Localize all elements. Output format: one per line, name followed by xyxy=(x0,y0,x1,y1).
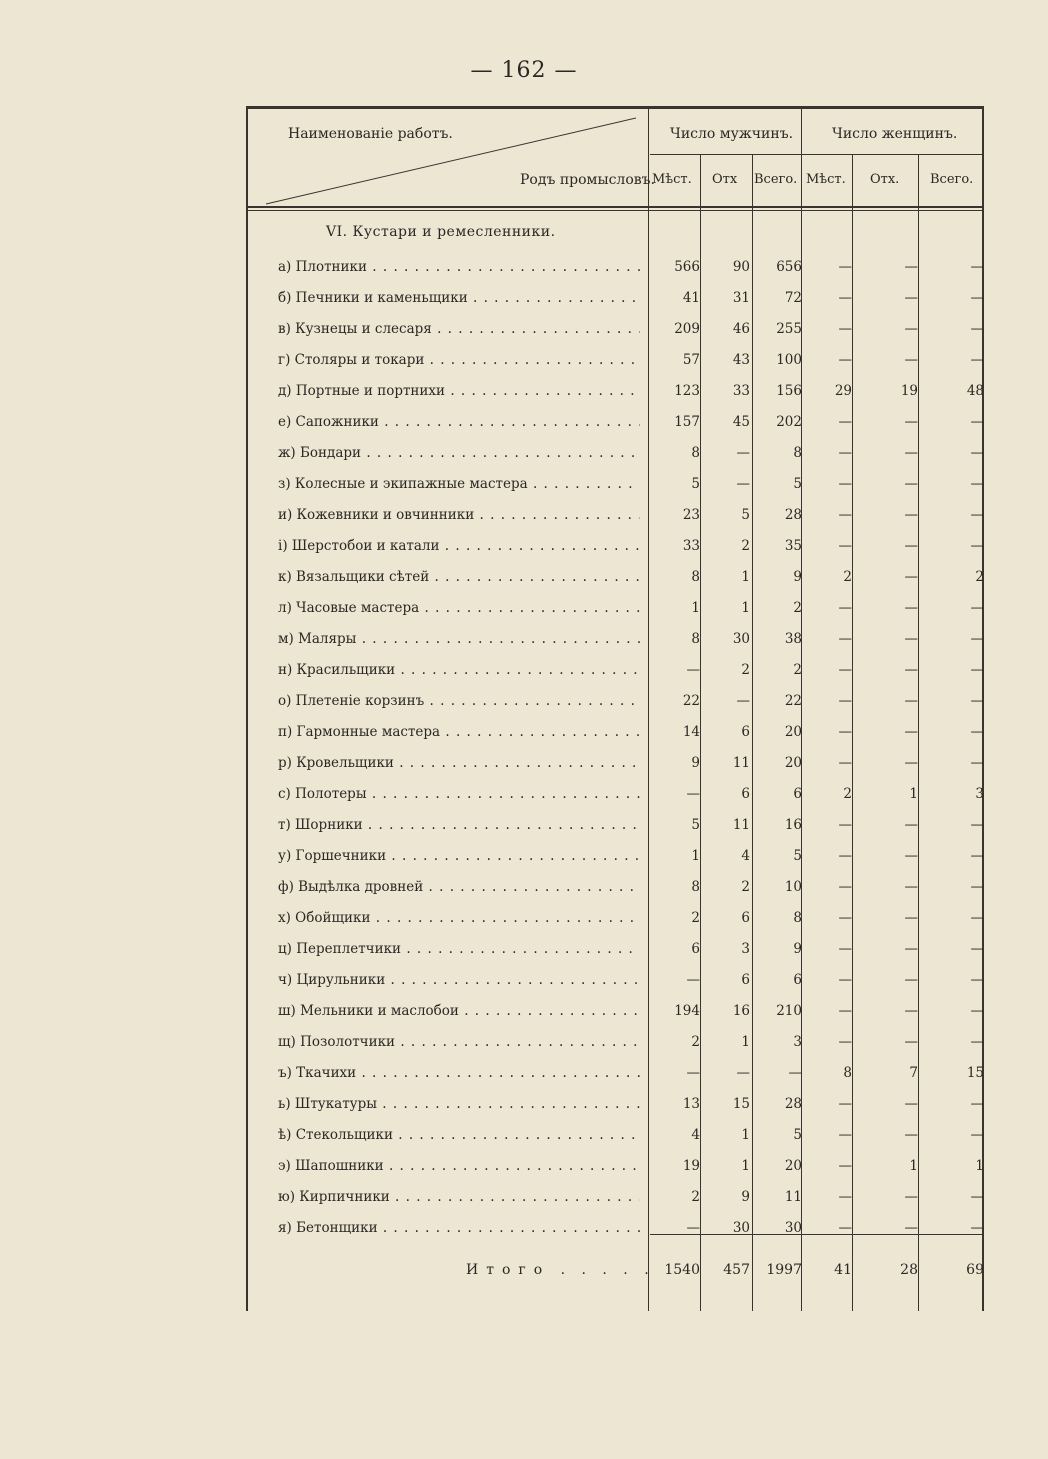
row-label: у) Горшечники . . . xyxy=(278,848,640,864)
header-women-away: Отх. xyxy=(870,172,900,187)
cell-women-away: — xyxy=(904,569,918,585)
table-row xyxy=(246,687,984,717)
table-row xyxy=(246,1090,984,1120)
cell-men-local: 33 xyxy=(682,538,700,554)
cell-men-local: 8 xyxy=(691,879,700,895)
table-row xyxy=(246,284,984,314)
cell-women-total: — xyxy=(970,1127,984,1143)
table-row xyxy=(246,904,984,934)
cell-men-local: — xyxy=(686,1065,700,1081)
cell-women-away: — xyxy=(904,321,918,337)
row-label: в) Кузнецы и слесаря . . . xyxy=(278,321,640,337)
section-title: VI. Кустари и ремесленники. xyxy=(326,224,556,240)
cell-men-total: 100 xyxy=(776,352,802,368)
cell-women-away: — xyxy=(904,1127,918,1143)
row-label: с) Полотеры . . . xyxy=(278,786,640,802)
cell-men-local: 23 xyxy=(682,507,700,523)
header-trade-kind: Родъ промысловъ. xyxy=(520,172,655,188)
cell-men-away: 2 xyxy=(741,662,750,678)
cell-men-away: 2 xyxy=(741,538,750,554)
cell-women-local: — xyxy=(838,290,852,306)
cell-women-local: — xyxy=(838,631,852,647)
cell-men-away: 1 xyxy=(741,600,750,616)
cell-women-away: — xyxy=(904,879,918,895)
cell-men-away: 33 xyxy=(732,383,750,399)
header-men-total: Всего. xyxy=(754,172,798,187)
cell-women-total: 3 xyxy=(975,786,984,802)
cell-women-total: — xyxy=(970,1003,984,1019)
cell-men-total: 20 xyxy=(784,755,802,771)
cell-women-away: — xyxy=(904,972,918,988)
cell-women-away: — xyxy=(904,1220,918,1236)
cell-women-total: 2 xyxy=(975,569,984,585)
cell-men-away: — xyxy=(736,693,750,709)
cell-men-away: 46 xyxy=(732,321,750,337)
cell-women-local: — xyxy=(838,910,852,926)
table-row xyxy=(246,1214,984,1244)
cell-men-total: 28 xyxy=(784,507,802,523)
cell-men-total: — xyxy=(788,1065,802,1081)
cell-women-total: — xyxy=(970,1189,984,1205)
cell-women-away: — xyxy=(904,848,918,864)
cell-women-total: — xyxy=(970,445,984,461)
cell-women-total: — xyxy=(970,879,984,895)
cell-men-local: 57 xyxy=(682,352,700,368)
cell-women-local: — xyxy=(838,1003,852,1019)
table-row xyxy=(246,563,984,593)
cell-women-total: — xyxy=(970,662,984,678)
cell-men-local: 13 xyxy=(682,1096,700,1112)
cell-men-local: 123 xyxy=(674,383,700,399)
table-row xyxy=(246,656,984,686)
cell-women-total: — xyxy=(970,1096,984,1112)
cell-men-total: 30 xyxy=(784,1220,802,1236)
cell-women-local: 2 xyxy=(843,569,852,585)
table-row xyxy=(246,966,984,996)
header-bottom-rule xyxy=(246,206,984,208)
cell-men-total: 156 xyxy=(776,383,802,399)
cell-men-away: 43 xyxy=(732,352,750,368)
cell-women-local: — xyxy=(838,476,852,492)
cell-women-away: — xyxy=(904,662,918,678)
cell-women-away: 1 xyxy=(909,1158,918,1174)
cell-men-total: 5 xyxy=(793,848,802,864)
cell-women-local: — xyxy=(838,600,852,616)
table-row xyxy=(246,718,984,748)
cell-men-away: 16 xyxy=(732,1003,750,1019)
cell-men-local: 14 xyxy=(682,724,700,740)
cell-women-local: — xyxy=(838,755,852,771)
row-label: ч) Цирульники . . . xyxy=(278,972,640,988)
cell-men-total: 11 xyxy=(784,1189,802,1205)
table-row xyxy=(246,873,984,903)
cell-women-local: — xyxy=(838,1158,852,1174)
row-label: м) Маляры . . . xyxy=(278,631,640,647)
row-label: п) Гармонные мастера . . . xyxy=(278,724,640,740)
cell-men-total: 16 xyxy=(784,817,802,833)
row-label: і) Шерстобои и катали . . . xyxy=(278,538,640,554)
cell-men-local: 19 xyxy=(682,1158,700,1174)
row-label: е) Сапожники . . . xyxy=(278,414,640,430)
cell-men-away: 1 xyxy=(741,569,750,585)
cell-women-total: — xyxy=(970,259,984,275)
table-row xyxy=(246,1152,984,1182)
cell-women-local: — xyxy=(838,352,852,368)
cell-women-total: — xyxy=(970,631,984,647)
table-row xyxy=(246,842,984,872)
cell-men-total: 2 xyxy=(793,600,802,616)
cell-men-away: 1 xyxy=(741,1158,750,1174)
cell-men-local: 6 xyxy=(691,941,700,957)
cell-women-local: — xyxy=(838,662,852,678)
cell-women-away: — xyxy=(904,445,918,461)
row-label: ю) Кирпичники . . . xyxy=(278,1189,640,1205)
cell-women-local: — xyxy=(838,817,852,833)
cell-women-total: — xyxy=(970,507,984,523)
cell-women-total: 1 xyxy=(975,1158,984,1174)
cell-women-away: 19 xyxy=(900,383,918,399)
row-label: э) Шапошники . . . xyxy=(278,1158,640,1174)
header-men-local: Мѣст. xyxy=(652,172,692,187)
row-label: щ) Позолотчики . . . xyxy=(278,1034,640,1050)
cell-men-local: 194 xyxy=(674,1003,700,1019)
cell-women-away: — xyxy=(904,1096,918,1112)
cell-men-away: 6 xyxy=(741,972,750,988)
cell-men-total: 3 xyxy=(793,1034,802,1050)
cell-men-total: 20 xyxy=(784,1158,802,1174)
cell-men-local: 157 xyxy=(674,414,700,430)
cell-women-away: 1 xyxy=(909,786,918,802)
cell-women-total: 15 xyxy=(966,1065,984,1081)
cell-men-away: 6 xyxy=(741,786,750,802)
row-label: р) Кровельщики . . . xyxy=(278,755,640,771)
cell-women-local: — xyxy=(838,1034,852,1050)
cell-women-away: — xyxy=(904,414,918,430)
cell-women-total: — xyxy=(970,600,984,616)
cell-women-total: — xyxy=(970,538,984,554)
row-label: б) Печники и каменьщики . . . xyxy=(278,290,640,306)
cell-women-total: 48 xyxy=(966,383,984,399)
row-label: и) Кожевники и овчинники . . . xyxy=(278,507,640,523)
cell-men-local: 41 xyxy=(682,290,700,306)
cell-men-local: 22 xyxy=(682,693,700,709)
cell-men-away: 11 xyxy=(732,755,750,771)
cell-women-total: — xyxy=(970,476,984,492)
cell-women-local: — xyxy=(838,1220,852,1236)
cell-men-total: 210 xyxy=(776,1003,802,1019)
row-label: т) Шорники . . . xyxy=(278,817,640,833)
header-women-total: Всего. xyxy=(930,172,974,187)
cell-women-local: — xyxy=(838,724,852,740)
table-row xyxy=(246,997,984,1027)
table-row xyxy=(246,532,984,562)
cell-men-total: 72 xyxy=(784,290,802,306)
cell-men-away: 4 xyxy=(741,848,750,864)
cell-women-away: — xyxy=(904,755,918,771)
table-row xyxy=(246,1059,984,1089)
cell-women-away: — xyxy=(904,631,918,647)
cell-women-local: — xyxy=(838,1189,852,1205)
cell-women-total: — xyxy=(970,910,984,926)
cell-men-away: — xyxy=(736,476,750,492)
cell-men-total: 35 xyxy=(784,538,802,554)
row-label: н) Красильщики . . . xyxy=(278,662,640,678)
header-men-away: Отх xyxy=(712,172,738,187)
cell-women-total: — xyxy=(970,1034,984,1050)
table-row xyxy=(246,470,984,500)
row-label: я) Бетонщики . . . xyxy=(278,1220,640,1236)
cell-women-away: — xyxy=(904,476,918,492)
cell-men-total: 8 xyxy=(793,910,802,926)
cell-men-away: 31 xyxy=(732,290,750,306)
cell-men-away: 1 xyxy=(741,1034,750,1050)
header-bottom-rule-2 xyxy=(246,210,984,211)
cell-men-total: 9 xyxy=(793,941,802,957)
cell-women-local: — xyxy=(838,972,852,988)
total-women-local: 41 xyxy=(834,1262,852,1278)
cell-women-total: — xyxy=(970,848,984,864)
cell-women-away: — xyxy=(904,507,918,523)
table-row xyxy=(246,501,984,531)
cell-men-away: 6 xyxy=(741,910,750,926)
cell-women-local: 8 xyxy=(843,1065,852,1081)
cell-men-local: 2 xyxy=(691,1189,700,1205)
cell-men-away: 90 xyxy=(732,259,750,275)
cell-women-away: — xyxy=(904,290,918,306)
cell-men-away: — xyxy=(736,1065,750,1081)
row-label: з) Колесные и экипажные мастера . . . xyxy=(278,476,640,492)
cell-men-local: 8 xyxy=(691,445,700,461)
cell-women-local: — xyxy=(838,1127,852,1143)
table-row xyxy=(246,935,984,965)
row-label: ш) Мельники и маслобои . . . xyxy=(278,1003,640,1019)
cell-women-total: — xyxy=(970,972,984,988)
cell-men-total: 20 xyxy=(784,724,802,740)
cell-men-total: 6 xyxy=(793,786,802,802)
total-men-total: 1997 xyxy=(766,1262,802,1278)
cell-women-local: — xyxy=(838,414,852,430)
cell-men-total: 22 xyxy=(784,693,802,709)
cell-men-total: 202 xyxy=(776,414,802,430)
cell-men-away: 30 xyxy=(732,631,750,647)
cell-men-total: 5 xyxy=(793,476,802,492)
header-works-name: Наименованіе работъ. xyxy=(288,126,453,142)
cell-women-away: — xyxy=(904,910,918,926)
cell-men-away: 5 xyxy=(741,507,750,523)
cell-men-away: 45 xyxy=(732,414,750,430)
cell-women-local: — xyxy=(838,259,852,275)
cell-men-local: 8 xyxy=(691,631,700,647)
row-label: ь) Штукатуры . . . xyxy=(278,1096,640,1112)
cell-women-total: — xyxy=(970,724,984,740)
row-label: ц) Переплетчики . . . xyxy=(278,941,640,957)
cell-men-away: 2 xyxy=(741,879,750,895)
table-row xyxy=(246,253,984,283)
cell-men-away: 6 xyxy=(741,724,750,740)
cell-men-away: 9 xyxy=(741,1189,750,1205)
cell-men-total: 8 xyxy=(793,445,802,461)
cell-men-total: 255 xyxy=(776,321,802,337)
table-row xyxy=(246,749,984,779)
cell-men-total: 2 xyxy=(793,662,802,678)
header-women: Число женщинъ. xyxy=(832,126,958,142)
cell-women-away: — xyxy=(904,1189,918,1205)
cell-men-total: 28 xyxy=(784,1096,802,1112)
table-row xyxy=(246,1028,984,1058)
cell-men-total: 656 xyxy=(776,259,802,275)
cell-women-away: — xyxy=(904,259,918,275)
row-label: ѣ) Стекольщики . . . xyxy=(278,1127,640,1143)
total-women-away: 28 xyxy=(900,1262,918,1278)
table-row xyxy=(246,377,984,407)
page-number: — 162 — xyxy=(470,58,578,83)
row-label: к) Вязальщики сѣтей . . . xyxy=(278,569,640,585)
total-label: Итого . . . xyxy=(466,1262,655,1278)
cell-women-away: — xyxy=(904,1003,918,1019)
cell-women-total: — xyxy=(970,352,984,368)
cell-men-total: 10 xyxy=(784,879,802,895)
cell-women-local: 2 xyxy=(843,786,852,802)
total-men-local: 1540 xyxy=(664,1262,700,1278)
cell-men-local: — xyxy=(686,662,700,678)
cell-women-away: — xyxy=(904,538,918,554)
table-row xyxy=(246,408,984,438)
cell-men-local: 1 xyxy=(691,848,700,864)
cell-women-away: — xyxy=(904,600,918,616)
table-row xyxy=(246,811,984,841)
cell-women-away: — xyxy=(904,1034,918,1050)
cell-men-local: 5 xyxy=(691,817,700,833)
table-row xyxy=(246,315,984,345)
cell-women-total: — xyxy=(970,414,984,430)
row-label: л) Часовые мастера . . . xyxy=(278,600,640,616)
header-diagonal xyxy=(246,106,650,206)
cell-women-local: — xyxy=(838,693,852,709)
cell-women-local: — xyxy=(838,848,852,864)
row-label: х) Обойщики . . . xyxy=(278,910,640,926)
cell-men-local: 9 xyxy=(691,755,700,771)
cell-women-local: — xyxy=(838,1096,852,1112)
table-row xyxy=(246,346,984,376)
cell-women-local: 29 xyxy=(834,383,852,399)
cell-women-away: — xyxy=(904,724,918,740)
cell-women-away: 7 xyxy=(909,1065,918,1081)
table-row xyxy=(246,780,984,810)
cell-women-total: — xyxy=(970,290,984,306)
row-label: ф) Выдѣлка дровней . . . xyxy=(278,879,640,895)
total-men-away: 457 xyxy=(723,1262,750,1278)
row-label: ж) Бондари . . . xyxy=(278,445,640,461)
cell-women-away: — xyxy=(904,941,918,957)
cell-women-local: — xyxy=(838,507,852,523)
cell-women-local: — xyxy=(838,941,852,957)
cell-women-total: — xyxy=(970,693,984,709)
cell-men-local: 1 xyxy=(691,600,700,616)
cell-men-local: 8 xyxy=(691,569,700,585)
row-label: а) Плотники . . . xyxy=(278,259,640,275)
cell-men-local: — xyxy=(686,1220,700,1236)
cell-men-local: 2 xyxy=(691,910,700,926)
cell-men-local: 2 xyxy=(691,1034,700,1050)
cell-men-away: 11 xyxy=(732,817,750,833)
table-row xyxy=(246,439,984,469)
cell-men-total: 38 xyxy=(784,631,802,647)
cell-men-local: 4 xyxy=(691,1127,700,1143)
table-row xyxy=(246,625,984,655)
statistics-table xyxy=(246,106,984,1311)
total-women-total: 69 xyxy=(966,1262,984,1278)
cell-men-local: 5 xyxy=(691,476,700,492)
cell-women-total: — xyxy=(970,941,984,957)
row-label: ъ) Ткачихи . . . xyxy=(278,1065,640,1081)
cell-men-local: 209 xyxy=(674,321,700,337)
cell-men-away: 15 xyxy=(732,1096,750,1112)
cell-men-away: — xyxy=(736,445,750,461)
cell-women-total: — xyxy=(970,321,984,337)
cell-women-local: — xyxy=(838,321,852,337)
cell-men-local: 566 xyxy=(674,259,700,275)
cell-men-total: 6 xyxy=(793,972,802,988)
cell-women-local: — xyxy=(838,879,852,895)
header-men: Число мужчинъ. xyxy=(670,126,794,142)
cell-women-total: — xyxy=(970,755,984,771)
cell-women-local: — xyxy=(838,445,852,461)
cell-men-away: 1 xyxy=(741,1127,750,1143)
header-women-local: Мѣст. xyxy=(806,172,846,187)
row-label: о) Плетеніе корзинъ . . . xyxy=(278,693,640,709)
cell-men-away: 3 xyxy=(741,941,750,957)
cell-men-total: 9 xyxy=(793,569,802,585)
cell-women-away: — xyxy=(904,352,918,368)
cell-men-local: — xyxy=(686,972,700,988)
cell-men-local: — xyxy=(686,786,700,802)
table-row xyxy=(246,1121,984,1151)
table-row xyxy=(246,594,984,624)
cell-women-local: — xyxy=(838,538,852,554)
cell-women-away: — xyxy=(904,817,918,833)
cell-men-away: 30 xyxy=(732,1220,750,1236)
table-row xyxy=(246,1183,984,1213)
cell-men-total: 5 xyxy=(793,1127,802,1143)
cell-women-total: — xyxy=(970,1220,984,1236)
cell-women-total: — xyxy=(970,817,984,833)
cell-women-away: — xyxy=(904,693,918,709)
row-label: г) Столяры и токари . . . xyxy=(278,352,640,368)
row-label: д) Портные и портнихи . . . xyxy=(278,383,640,399)
